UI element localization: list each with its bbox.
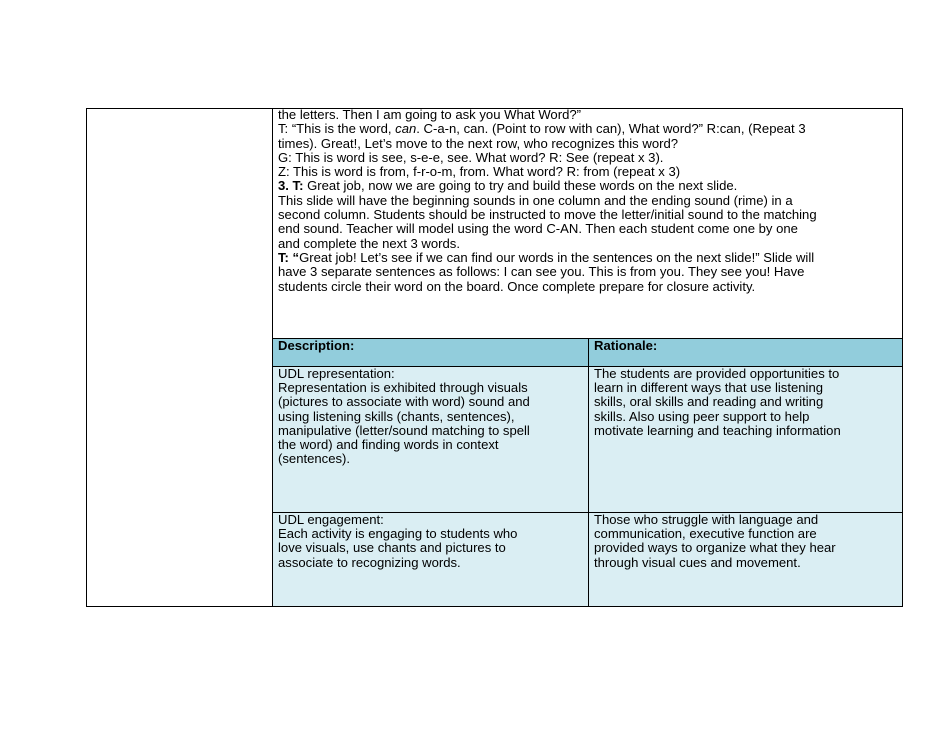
procedure-step-3: 3. T: Great job, now we are going to try and build these words on the next slide. <box>278 178 738 194</box>
description-header: Description: <box>273 338 589 367</box>
lesson-plan-left-column <box>87 109 273 606</box>
lesson-plan-table <box>86 108 903 607</box>
procedure-line: T: “This is the word, can. C-a-n, can. (Point to row with can), What word?” R:can, (Repeat 3 <box>278 121 806 137</box>
procedure-text <box>278 108 898 294</box>
udl-representation-description: UDL representation: Representation is exhibited through visuals (pictures to associate with word) sound and using listening skills (chants, sentences), manipulative (letter/sound matching to spell the word) and finding words in context (sentences). <box>273 367 589 513</box>
procedure-line: second column. Students should be instructed to move the letter/initial sound to the matching <box>278 207 817 223</box>
rationale-header: Rationale: <box>589 338 902 367</box>
udl-representation-rationale: The students are provided opportunities to learn in different ways that use listening skills, oral skills and reading and writing skills. Also using peer support to help motivate learning and teaching information <box>589 367 902 513</box>
procedure-line: the letters. Then I am going to ask you What Word?” <box>278 107 582 122</box>
procedure-line: This slide will have the beginning sounds in one column and the ending sound (rime) in a <box>278 192 793 208</box>
udl-table <box>273 338 902 606</box>
procedure-line: have 3 separate sentences as follows: I can see you. This is from you. They see you! Have <box>278 264 805 280</box>
lesson-plan-right-column <box>273 109 902 606</box>
procedure-line: G: This is word is see, s-e-e, see. What word? R: See (repeat x 3). <box>278 149 664 165</box>
procedure-line: students circle their word on the board. Once complete prepare for closure activity. <box>278 278 756 294</box>
procedure-line: end sound. Teacher will model using the word C-AN. Then each student come one by one <box>278 221 798 237</box>
procedure-teacher-line: T: “Great job! Let’s see if we can find our words in the sentences on the next slide!” Slide will <box>278 249 815 265</box>
procedure-line: Z: This is word is from, f-r-o-m, from. What word? R: from (repeat x 3) <box>278 164 681 180</box>
udl-engagement-description: UDL engagement: Each activity is engaging to students who love visuals, use chants and pictures to associate to recognizing words. <box>273 513 589 606</box>
procedure-line: times). Great!, Let’s move to the next row, who recognizes this word? <box>278 135 679 151</box>
udl-engagement-rationale: Those who struggle with language and communication, executive function are provided ways to organize what they hear through visual cues and movement. <box>589 513 902 606</box>
procedure-line: and complete the next 3 words. <box>278 235 460 251</box>
